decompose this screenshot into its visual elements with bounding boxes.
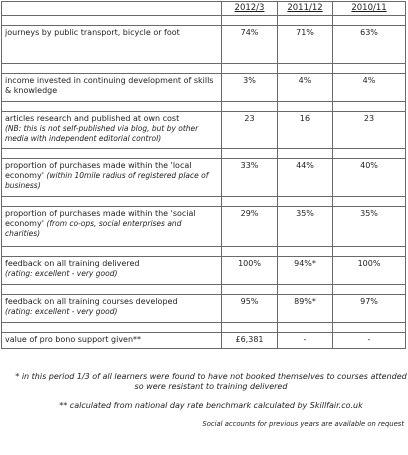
value-cell: 29%: [222, 207, 278, 247]
value-cell: -: [278, 333, 333, 349]
value-cell: -: [333, 333, 406, 349]
row-label: articles research and published at own cost: [5, 114, 180, 123]
value-cell: £6,381: [222, 333, 278, 349]
table-row: [2, 207, 406, 247]
spacer-row: [2, 197, 406, 207]
table-row: [2, 74, 406, 102]
value-cell: 23: [333, 112, 406, 149]
footnote-accounts-request: Social accounts for previous years are available on request: [202, 420, 404, 428]
table-row: [2, 257, 406, 285]
table-row: [2, 112, 406, 149]
row-label: feedback on all training delivered: [5, 259, 140, 268]
row-label-cell: [2, 207, 222, 247]
footnote-single-asterisk: * in this period 1/3 of all learners were found to have not booked themselves to courses attended so were resistant to training delivered: [15, 372, 407, 391]
header-cell-2011-12: 2011/12: [278, 2, 333, 16]
value-cell: 97%: [333, 295, 406, 323]
value-cell: 35%: [333, 207, 406, 247]
table-row: [2, 26, 406, 64]
spacer-row: [2, 16, 406, 26]
row-note: (NB: this is not self-published via blog, but by other media with independent editorial control): [5, 124, 199, 143]
header-row: [2, 2, 406, 16]
row-note: (rating: excellent - very good): [5, 307, 118, 316]
value-cell: 100%: [222, 257, 278, 285]
table-row: [2, 295, 406, 323]
value-cell: 63%: [333, 26, 406, 64]
row-label: journeys by public transport, bicycle or foot: [5, 28, 180, 37]
table-row: [2, 159, 406, 197]
header-cell-2012-3: 2012/3: [222, 2, 278, 16]
row-label-cell: [2, 112, 222, 149]
value-cell: 4%: [333, 74, 406, 102]
row-label: proportion of purchases made within the 'social economy': [5, 209, 196, 228]
row-label-cell: [2, 257, 222, 285]
row-label: value of pro bono support given**: [5, 335, 142, 344]
row-note: (rating: excellent - very good): [5, 269, 118, 278]
value-cell: 94%*: [278, 257, 333, 285]
row-label-cell: [2, 74, 222, 102]
header-cell-blank: [2, 2, 222, 16]
row-label: income invested in continuing development of skills & knowledge: [5, 76, 214, 95]
spacer-row: [2, 64, 406, 74]
spacer-row: [2, 247, 406, 257]
row-note: (from co-ops, social enterprises and charities): [5, 219, 182, 238]
value-cell: 16: [278, 112, 333, 149]
row-note: (within 10mile radius of registered place of business): [5, 171, 209, 190]
value-cell: 35%: [278, 207, 333, 247]
row-label: proportion of purchases made within the 'local economy': [5, 161, 192, 180]
value-cell: 33%: [222, 159, 278, 197]
spacer-row: [2, 285, 406, 295]
value-cell: 4%: [278, 74, 333, 102]
row-label-cell: [2, 26, 222, 64]
social-accounts-table: [1, 1, 406, 349]
value-cell: 40%: [333, 159, 406, 197]
header-cell-2010-11: 2010/11: [333, 2, 406, 16]
value-cell: 3%: [222, 74, 278, 102]
value-cell: 23: [222, 112, 278, 149]
footnote-double-asterisk: ** calculated from national day rate benchmark calculated by Skillfair.co.uk: [59, 401, 363, 410]
value-cell: 89%*: [278, 295, 333, 323]
spacer-row: [2, 102, 406, 112]
row-label-cell: [2, 159, 222, 197]
value-cell: 95%: [222, 295, 278, 323]
value-cell: 44%: [278, 159, 333, 197]
row-label-cell: [2, 295, 222, 323]
table-row: [2, 333, 406, 349]
value-cell: 74%: [222, 26, 278, 64]
value-cell: 71%: [278, 26, 333, 64]
value-cell: 100%: [333, 257, 406, 285]
row-label-cell: [2, 333, 222, 349]
footnotes: [0, 372, 408, 429]
row-label: feedback on all training courses developed: [5, 297, 178, 306]
spacer-row: [2, 323, 406, 333]
spacer-row: [2, 149, 406, 159]
